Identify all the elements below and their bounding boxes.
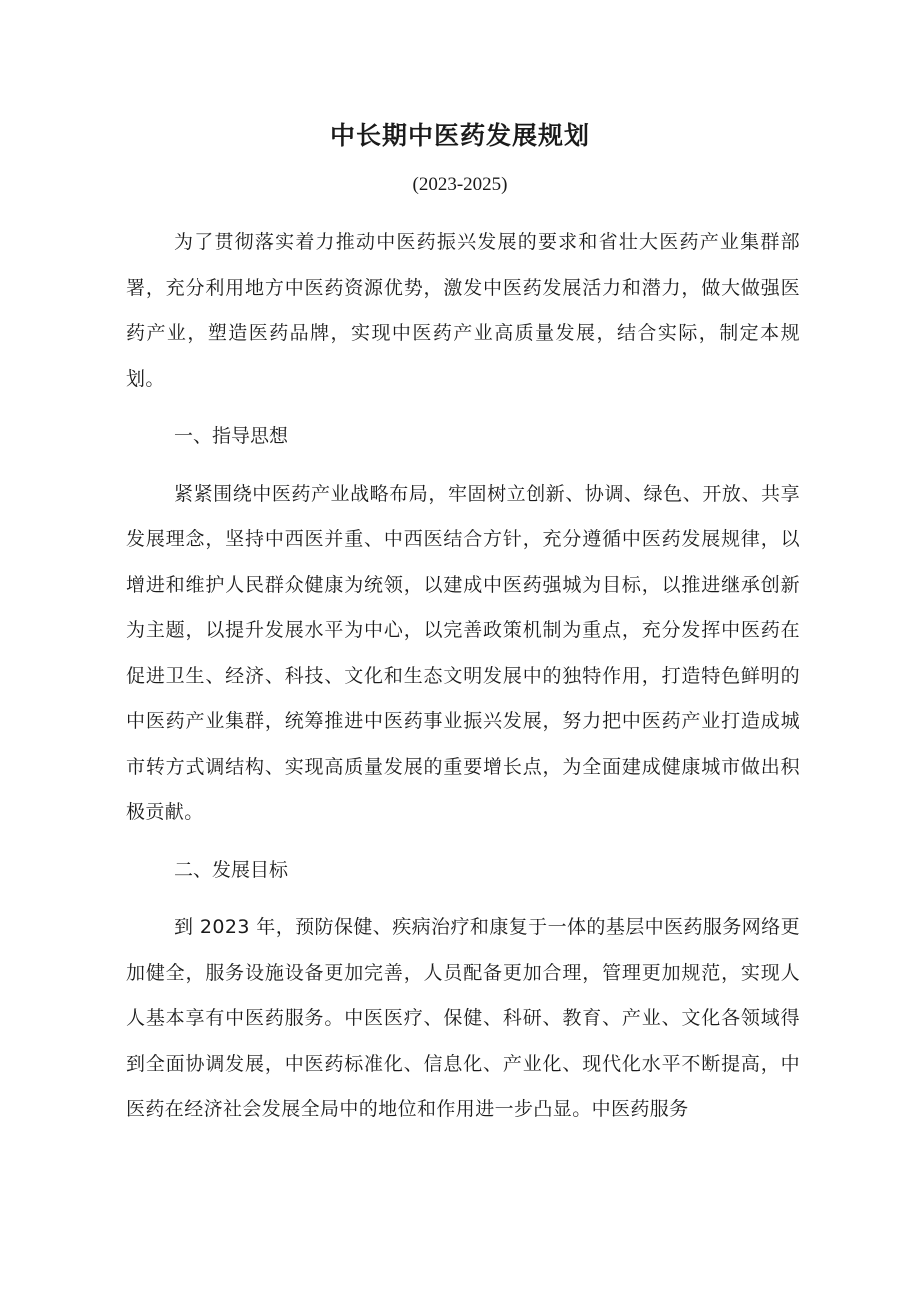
section-gap	[126, 893, 800, 905]
document-body	[126, 220, 800, 1133]
document-title: 中长期中医药发展规划	[329, 121, 590, 150]
section-paragraph-guiding-ideology: 紧紧围绕中医药产业战略布局，牢固树立创新、协调、绿色、开放、共享发展理念，坚持中西医并重、中西医结合方针，充分遵循中医药发展规律，以增进和维护人民群众健康为统领，以建成中医药强城为目标，以推进继承创新为主题，以提升发展水平为中心，以完善政策机制为重点，充分发挥中医药在促进卫生、经济、科技、文化和生态文明发展中的独特作用，打造特色鲜明的中医药产业集群，统筹推进中医药事业振兴发展，努力把中医药产业打造成城市转方式调结构、实现高质量发展的重要增长点，为全面建成健康城市做出积极贡献。	[126, 482, 800, 823]
section-heading-guiding-ideology: 一、指导思想	[174, 425, 289, 447]
section-gap	[126, 836, 800, 848]
section-gap	[126, 402, 800, 414]
section-heading-development-goals: 二、发展目标	[174, 858, 289, 881]
document-subtitle: (2023-2025)	[412, 174, 508, 195]
section-paragraph-development-goals: 到 2023 年，预防保健、疾病治疗和康复于一体的基层中医药服务网络更加健全，服务设施设备更加完善，人员配备更加合理，管理更加规范，实现人人基本享有中医药服务。中医医疗、保健、科研、教育、产业、文化各领域得到全面协调发展，中医药标准化、信息化、产业化、现代化水平不断提高，中医药在经济社会发展全局中的地位和作用进一步凸显。中医药服务	[126, 916, 800, 1120]
intro-paragraph: 为了贯彻落实着力推动中医药振兴发展的要求和省壮大医药产业集群部署，充分利用地方中医药资源优势，激发中医药发展活力和潜力，做大做强医药产业，塑造医药品牌，实现中医药产业高质量发展，结合实际，制定本规划。	[126, 231, 800, 390]
section-gap	[126, 460, 800, 472]
